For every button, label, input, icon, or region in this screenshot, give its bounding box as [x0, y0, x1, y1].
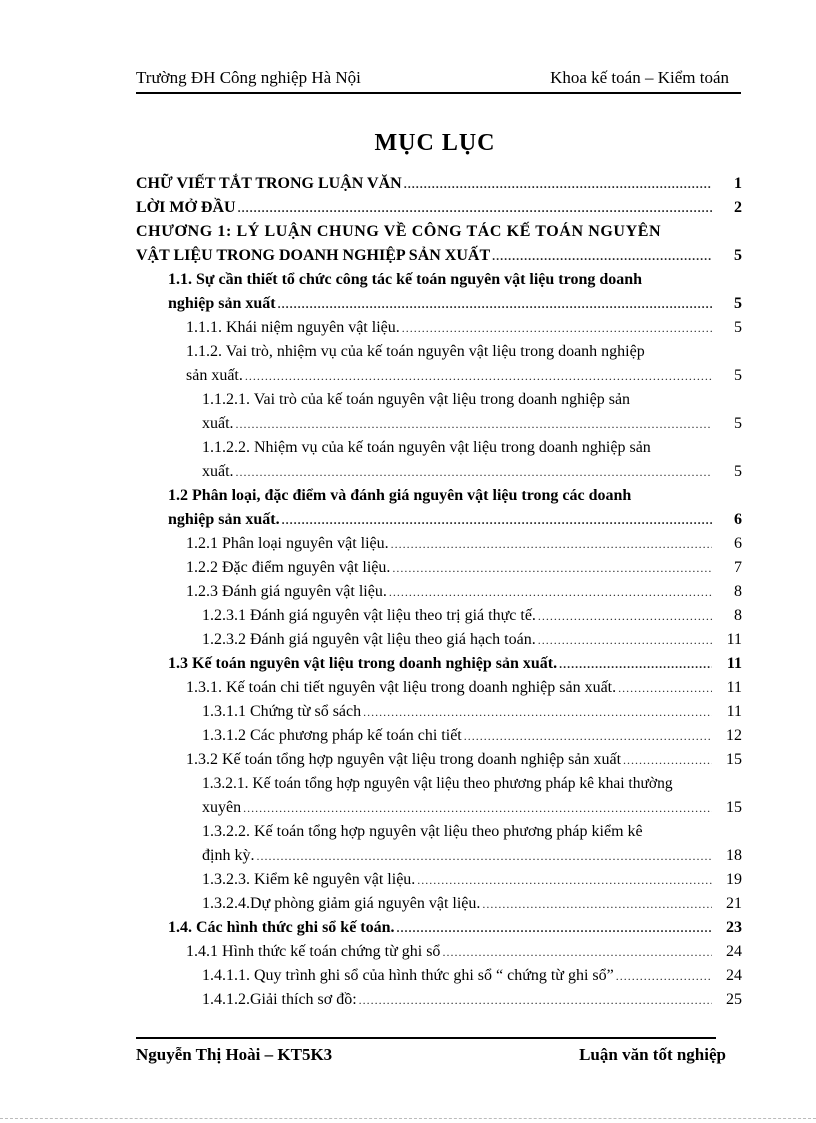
toc-entry-text: LỜI MỞ ĐẦU — [136, 199, 236, 216]
toc-entry-page: 24 — [726, 967, 742, 984]
toc-entry[interactable] — [136, 196, 742, 220]
toc-entry-text: 1.3.2.2. Kế toán tổng hợp nguyên vật liệu theo phương pháp kiểm kê — [202, 823, 643, 840]
header-university: Trường ĐH Công nghiệp Hà Nội — [136, 68, 361, 87]
toc-entry-page: 11 — [726, 655, 742, 672]
toc-entry-page: 5 — [734, 247, 742, 264]
toc-entry-text-cont: xuất. — [202, 463, 234, 480]
toc-entry-text: 1.3.1. Kế toán chi tiết nguyên vật liệu trong doanh nghiệp sản xuất. — [186, 679, 617, 696]
toc-entry-text: 1.3.2.4.Dự phòng giảm giá nguyên vật liệu. — [202, 895, 481, 912]
toc-entry-text: 1.3.1.2 Các phương pháp kế toán chi tiết — [202, 727, 462, 744]
toc-entry-page: 19 — [726, 871, 742, 888]
table-of-contents — [136, 172, 742, 1012]
toc-entry[interactable] — [202, 988, 742, 1012]
toc-entry[interactable] — [202, 964, 742, 988]
toc-entry-text: 1.1. Sự cần thiết tổ chức công tác kế toán nguyên vật liệu trong doanh — [168, 271, 643, 288]
toc-entry-page: 5 — [734, 295, 742, 312]
toc-entry-page: 8 — [734, 583, 742, 600]
toc-entry[interactable] — [186, 748, 742, 772]
toc-entry[interactable] — [186, 532, 742, 556]
toc-entry[interactable] — [186, 340, 742, 388]
toc-entry-text-cont: sản xuất. — [186, 367, 243, 384]
page-footer — [136, 1037, 726, 1064]
toc-entry-text: 1.4.1 Hình thức kế toán chứng từ ghi sổ — [186, 943, 441, 960]
toc-entry-text: 1.2.1 Phân loại nguyên vật liệu. — [186, 535, 389, 552]
toc-entry-text: 1.1.2.1. Vai trò của kế toán nguyên vật liệu trong doanh nghiệp sản — [202, 391, 631, 408]
toc-entry-text: 1.3.1.1 Chứng từ sổ sách — [202, 703, 362, 720]
toc-entry-page: 2 — [734, 199, 742, 216]
toc-entry-page: 6 — [734, 535, 742, 552]
toc-entry-text: 1.4.1.2.Giải thích sơ đồ: — [202, 991, 357, 1008]
toc-entry[interactable] — [202, 604, 742, 628]
toc-entry-text: 1.3.2 Kế toán tổng hợp nguyên vật liệu trong doanh nghiệp sản xuất — [186, 751, 622, 768]
toc-entry-text: 1.3.2.3. Kiểm kê nguyên vật liệu. — [202, 871, 416, 888]
toc-entry[interactable] — [186, 676, 742, 700]
header-faculty: Khoa kế toán – Kiểm toán — [550, 68, 729, 87]
toc-entry-text: 1.3.2.1. Kế toán tổng hợp nguyên vật liệu theo phương pháp kê khai thường — [202, 775, 673, 792]
toc-entry-page: 11 — [726, 703, 742, 720]
toc-entry-page: 15 — [726, 751, 742, 768]
toc-entry-page: 11 — [726, 679, 742, 696]
toc-entry-text: 1.2 Phân loại, đặc điểm và đánh giá nguyên vật liệu trong các doanh — [168, 487, 632, 504]
toc-entry-text: 1.1.2.2. Nhiệm vụ của kế toán nguyên vật liệu trong doanh nghiệp sản — [202, 439, 651, 456]
toc-entry-text-cont: nghiệp sản xuất. — [168, 511, 280, 528]
toc-entry[interactable] — [168, 916, 742, 940]
toc-entry-text: 1.3 Kế toán nguyên vật liệu trong doanh nghiệp sản xuất. — [168, 655, 558, 672]
toc-entry-text-cont: xuất. — [202, 415, 234, 432]
toc-entry-text: 1.2.3.1 Đánh giá nguyên vật liệu theo trị giá thực tế. — [202, 607, 536, 624]
toc-entry-text-cont: xuyên — [202, 799, 242, 816]
toc-entry[interactable] — [186, 316, 742, 340]
toc-entry[interactable] — [186, 940, 742, 964]
toc-entry-text-cont: VẬT LIỆU TRONG DOANH NGHIỆP SẢN XUẤT — [136, 247, 491, 264]
page-header — [136, 66, 741, 94]
toc-entry[interactable] — [168, 484, 742, 532]
toc-entry-page: 24 — [726, 943, 742, 960]
footer-doc-type: Luận văn tốt nghiệp — [579, 1045, 726, 1064]
toc-entry[interactable] — [186, 580, 742, 604]
toc-entry[interactable] — [202, 388, 742, 436]
toc-entry-page: 5 — [734, 463, 742, 480]
toc-entry[interactable] — [168, 652, 742, 676]
toc-entry-text: 1.1.1. Khái niệm nguyên vật liệu. — [186, 319, 400, 336]
footer-author: Nguyễn Thị Hoài – KT5K3 — [136, 1045, 333, 1064]
toc-entry-page: 8 — [734, 607, 742, 624]
toc-entry-page: 6 — [734, 511, 742, 528]
toc-entry-page: 5 — [734, 319, 742, 336]
toc-entry-page: 21 — [726, 895, 742, 912]
toc-entry-page: 25 — [726, 991, 742, 1008]
toc-entry[interactable] — [136, 172, 742, 196]
toc-entry[interactable] — [202, 820, 742, 868]
toc-entry-text: 1.2.2 Đặc điểm nguyên vật liệu. — [186, 559, 391, 576]
toc-entry[interactable] — [202, 436, 742, 484]
toc-entry-page: 11 — [726, 631, 742, 648]
toc-entry[interactable] — [168, 268, 742, 316]
toc-entry-page: 1 — [734, 175, 742, 192]
toc-entry-page: 23 — [726, 919, 742, 936]
page-break-divider — [0, 1118, 816, 1119]
toc-entry-text: 1.1.2. Vai trò, nhiệm vụ của kế toán nguyên vật liệu trong doanh nghiệp — [186, 343, 645, 360]
toc-entry[interactable] — [202, 868, 742, 892]
toc-entry-text: CHỮ VIẾT TẮT TRONG LUẬN VĂN — [136, 175, 402, 192]
toc-entry-text: CHƯƠNG 1: LÝ LUẬN CHUNG VỀ CÔNG TÁC KẾ TOÁN NGUYÊN — [136, 223, 662, 240]
toc-entry[interactable] — [186, 556, 742, 580]
toc-entry[interactable] — [202, 700, 742, 724]
toc-entry[interactable] — [202, 892, 742, 916]
toc-entry-text-cont: nghiệp sản xuất — [168, 295, 276, 312]
toc-entry-text: 1.2.3 Đánh giá nguyên vật liệu. — [186, 583, 387, 600]
toc-entry[interactable] — [202, 628, 742, 652]
toc-entry-text: 1.4.1.1. Quy trình ghi sổ của hình thức ghi sổ “ chứng từ ghi sổ” — [202, 967, 614, 984]
toc-entry[interactable] — [202, 724, 742, 748]
toc-title: MỤC LỤC — [374, 130, 496, 156]
toc-entry-page: 15 — [726, 799, 742, 816]
toc-entry-page: 5 — [734, 367, 742, 384]
toc-entry[interactable] — [136, 220, 742, 268]
toc-entry-page: 12 — [726, 727, 742, 744]
toc-entry-page: 18 — [726, 847, 742, 864]
toc-entry[interactable] — [202, 772, 742, 820]
toc-entry-page: 7 — [734, 559, 742, 576]
toc-entry-text: 1.2.3.2 Đánh giá nguyên vật liệu theo giá hạch toán. — [202, 631, 536, 648]
toc-entry-page: 5 — [734, 415, 742, 432]
toc-entry-text: 1.4. Các hình thức ghi sổ kế toán. — [168, 919, 395, 936]
toc-entry-text-cont: định kỳ. — [202, 847, 255, 864]
